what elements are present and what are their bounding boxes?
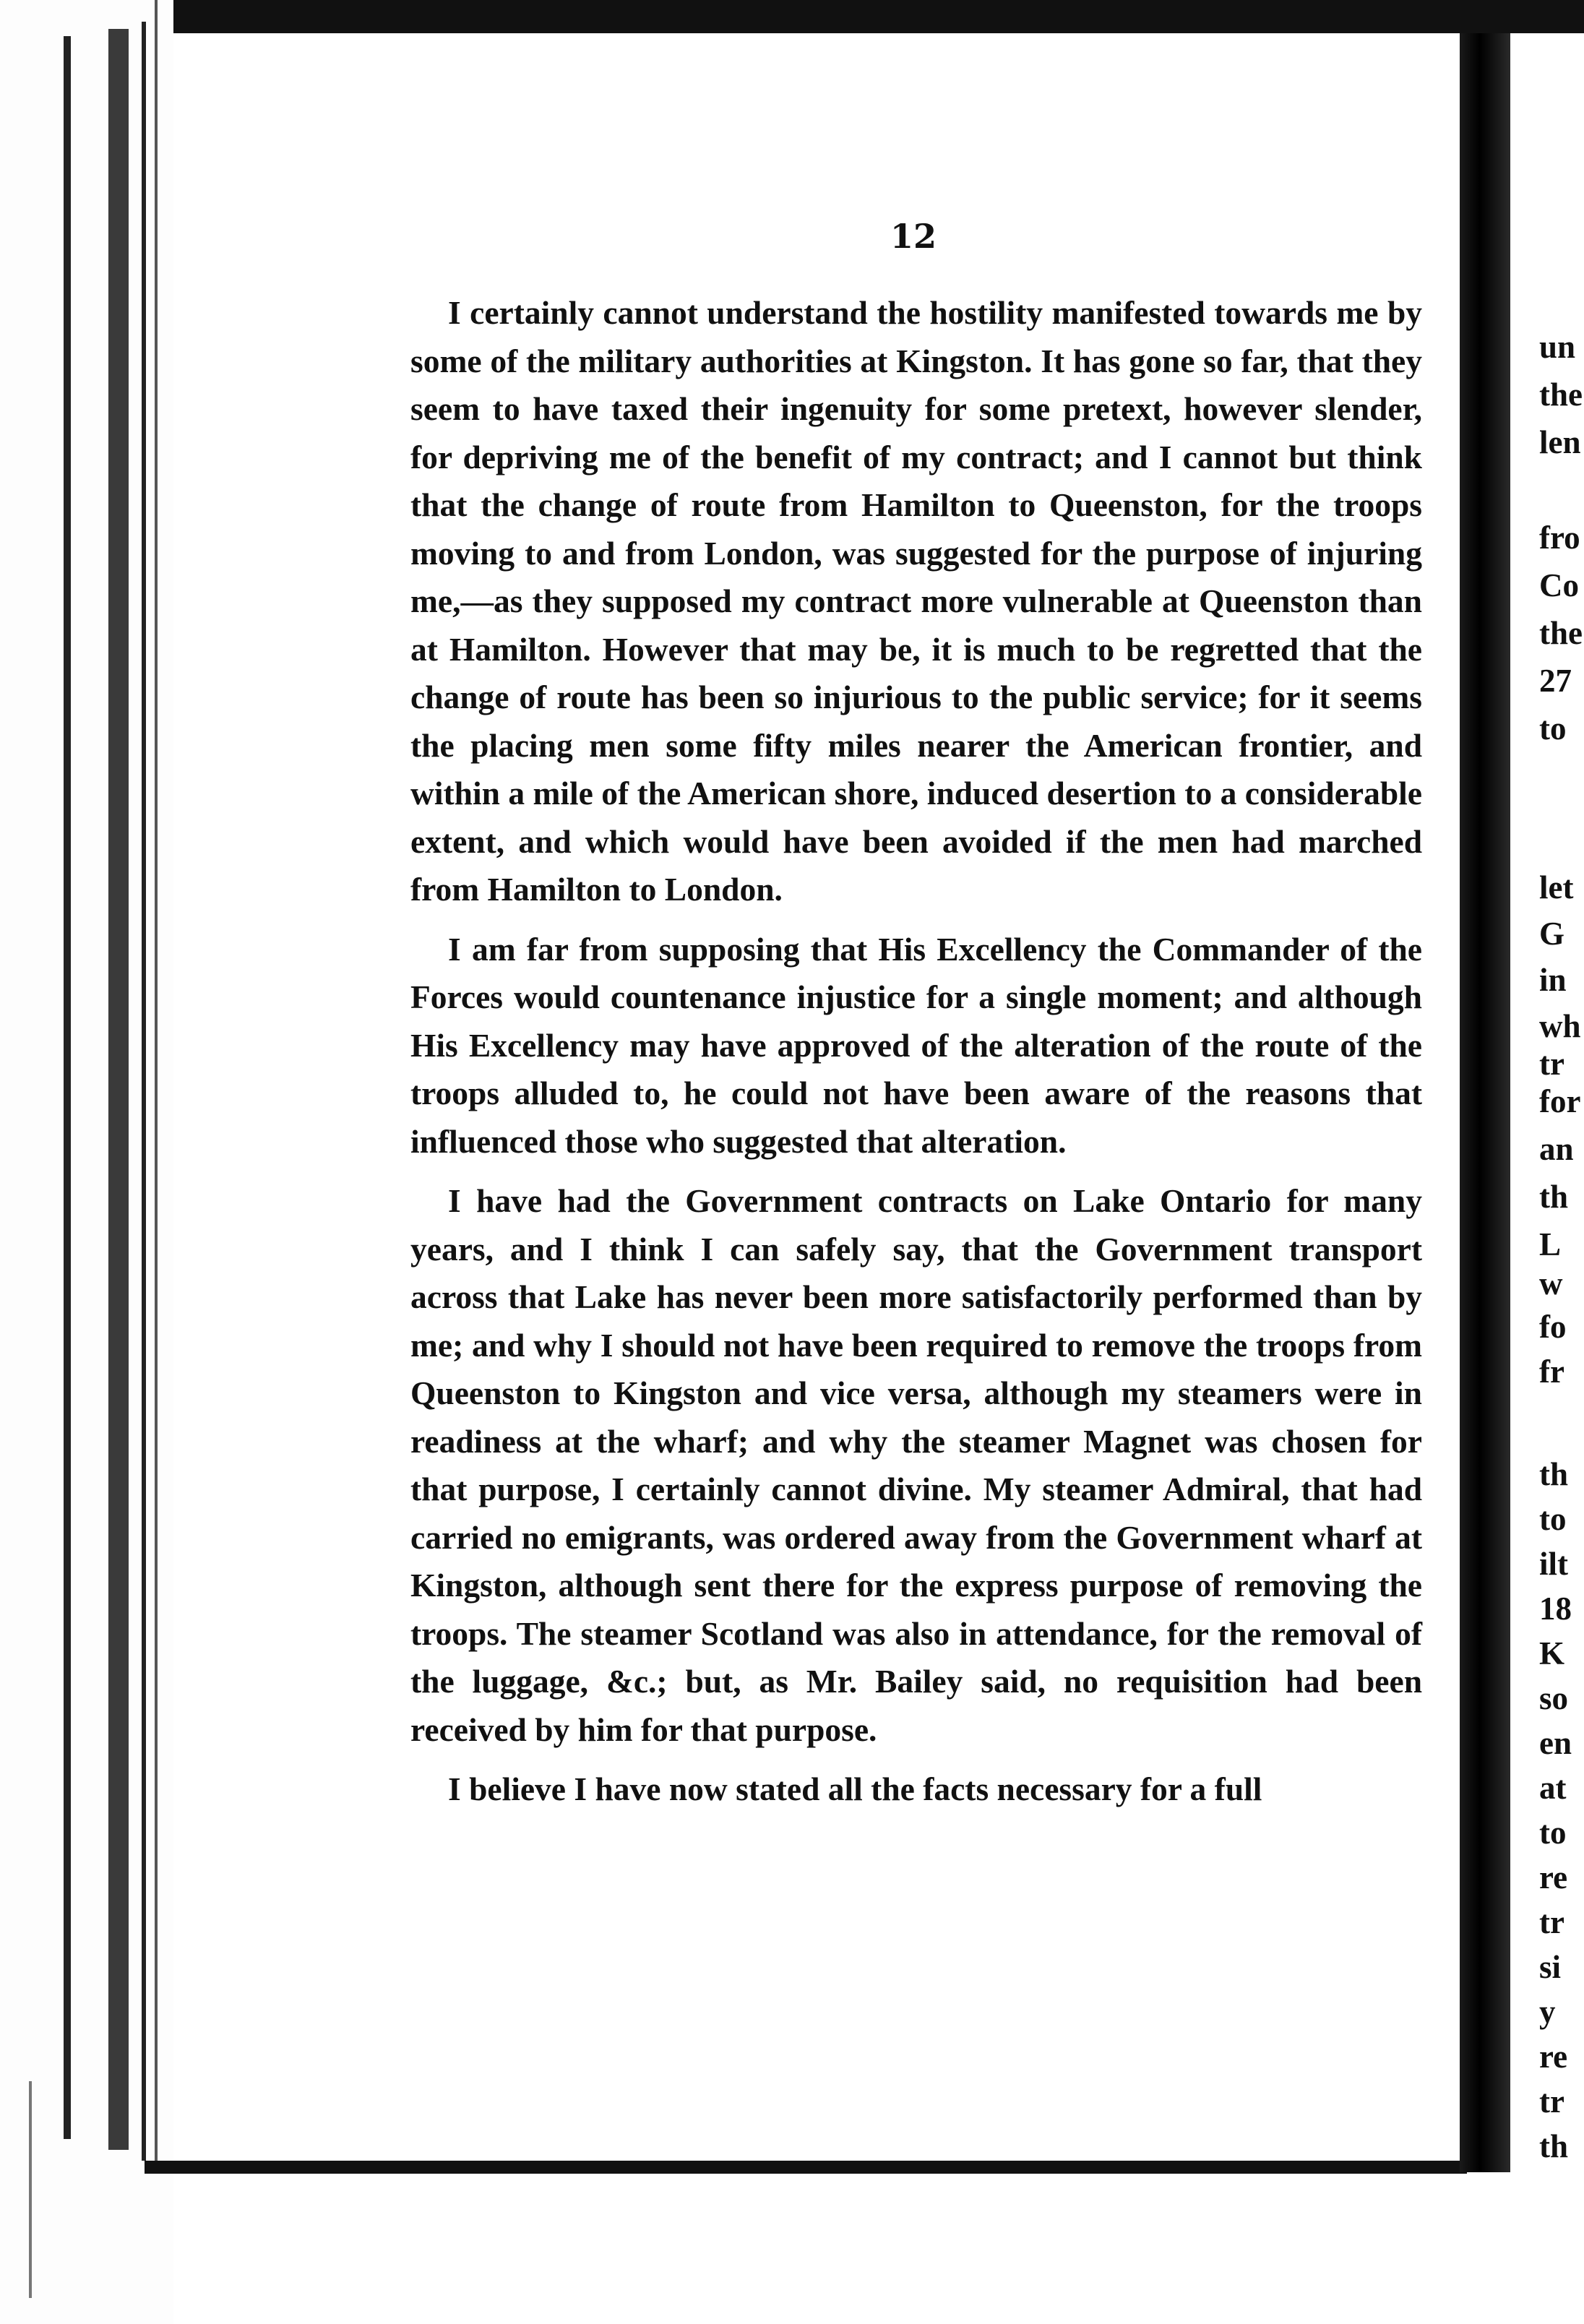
facing-line: y: [1539, 1994, 1556, 2030]
facing-line: an: [1539, 1131, 1574, 1167]
page-gutter-shadow: [1460, 33, 1510, 2172]
facing-line: to: [1539, 710, 1567, 746]
paragraph: I believe I have now stated all the facts necessary for a full: [448, 1770, 1262, 1807]
facing-line: to: [1539, 1501, 1567, 1537]
facing-line: wh: [1539, 1008, 1581, 1044]
facing-line: let: [1539, 869, 1574, 905]
binding-edge: [142, 22, 146, 2161]
facing-line: 27: [1539, 663, 1572, 699]
binding-edge: [64, 36, 71, 2139]
facing-line: fro: [1539, 520, 1580, 556]
binding-mark: [29, 2081, 32, 2298]
facing-line: tr: [1539, 1046, 1564, 1082]
facing-line: 18: [1539, 1591, 1572, 1627]
page-number: 12: [890, 217, 937, 256]
book-binding: [0, 0, 173, 2324]
scan-bottom-border: [145, 2161, 1467, 2174]
facing-line: si: [1539, 1949, 1562, 1985]
facing-line: en: [1539, 1725, 1572, 1761]
facing-line: at: [1539, 1770, 1567, 1806]
facing-line: th: [1539, 1456, 1569, 1492]
facing-line: fr: [1539, 1353, 1564, 1390]
facing-line: re: [1539, 1859, 1568, 1895]
facing-line: for: [1539, 1083, 1581, 1119]
facing-line: tr: [1539, 1904, 1564, 1940]
facing-line: th: [1539, 2128, 1569, 2164]
facing-line: len: [1539, 424, 1581, 460]
facing-line: re: [1539, 2039, 1568, 2075]
facing-line: fo: [1539, 1309, 1567, 1345]
facing-line: in: [1539, 962, 1567, 998]
facing-line: to: [1539, 1815, 1567, 1851]
facing-page-fragment: [1510, 33, 1584, 2172]
paragraph: I certainly cannot understand the hostility manifested towards me by some of the military authorities at Kingston. It has gone so far, that they seem to have taxed their ingenuity for some pretext, however slender, for depriving me of the benefit of my contract; and I cannot but think that the change of route from Hamilton to Queenston, for the troops moving to and from London, was suggested for the purpose of injuring me,—as they supposed my contract more vulnerable at Queenston than at Hamilton. However that may be, it is much to be regretted that the change of route has been so injurious to the public service; for it seems the placing men some fifty miles nearer the American frontier, and within a mile of the American shore, induced desertion to a considerable extent, and which would have been avoided if the men had marched from Hamilton to London.: [410, 294, 1422, 908]
facing-line: G: [1539, 916, 1565, 952]
facing-line: tr: [1539, 2083, 1564, 2119]
facing-line: L: [1539, 1226, 1562, 1262]
facing-line: Co: [1539, 567, 1579, 603]
paragraph: I have had the Government contracts on Lake Ontario for many years, and I think I can safely say, that the Government transport across that Lake has never been more satisfactorily performed than by me; and why I should not have been required to remove the troops from Queenston to Kingston and vice versa, although my steamers were in readiness at the wharf; and why the steamer Magnet was chosen for that purpose, I certainly cannot divine. My steamer Admiral, that had carried no emigrants, was ordered away from the Government wharf at Kingston, although sent there for the express purpose of removing the troops. The steamer Scotland was also in attendance, for the removal of the luggage, &c.; but, as Mr. Bailey said, no requisition had been received by him for that purpose.: [410, 1182, 1422, 1748]
binding-edge: [108, 29, 129, 2150]
facing-line: th: [1539, 1179, 1569, 1215]
facing-line: so: [1539, 1680, 1569, 1716]
facing-line: ilt: [1539, 1546, 1568, 1582]
facing-line: w: [1539, 1265, 1563, 1301]
scan-top-border: [173, 0, 1584, 33]
facing-line: K: [1539, 1635, 1565, 1671]
facing-line: the: [1539, 615, 1583, 651]
page-body: [410, 289, 1422, 1825]
paragraph: I am far from supposing that His Excellency the Commander of the Forces would countenance injustice for a single moment; and although His Excellency may have approved of the alteration of the route of the troops alluded to, he could not have been aware of the reasons that influenced those who suggested that alteration.: [410, 930, 1422, 1160]
facing-line: un: [1539, 329, 1576, 365]
facing-line: the: [1539, 376, 1583, 413]
binding-edge: [155, 0, 158, 2168]
